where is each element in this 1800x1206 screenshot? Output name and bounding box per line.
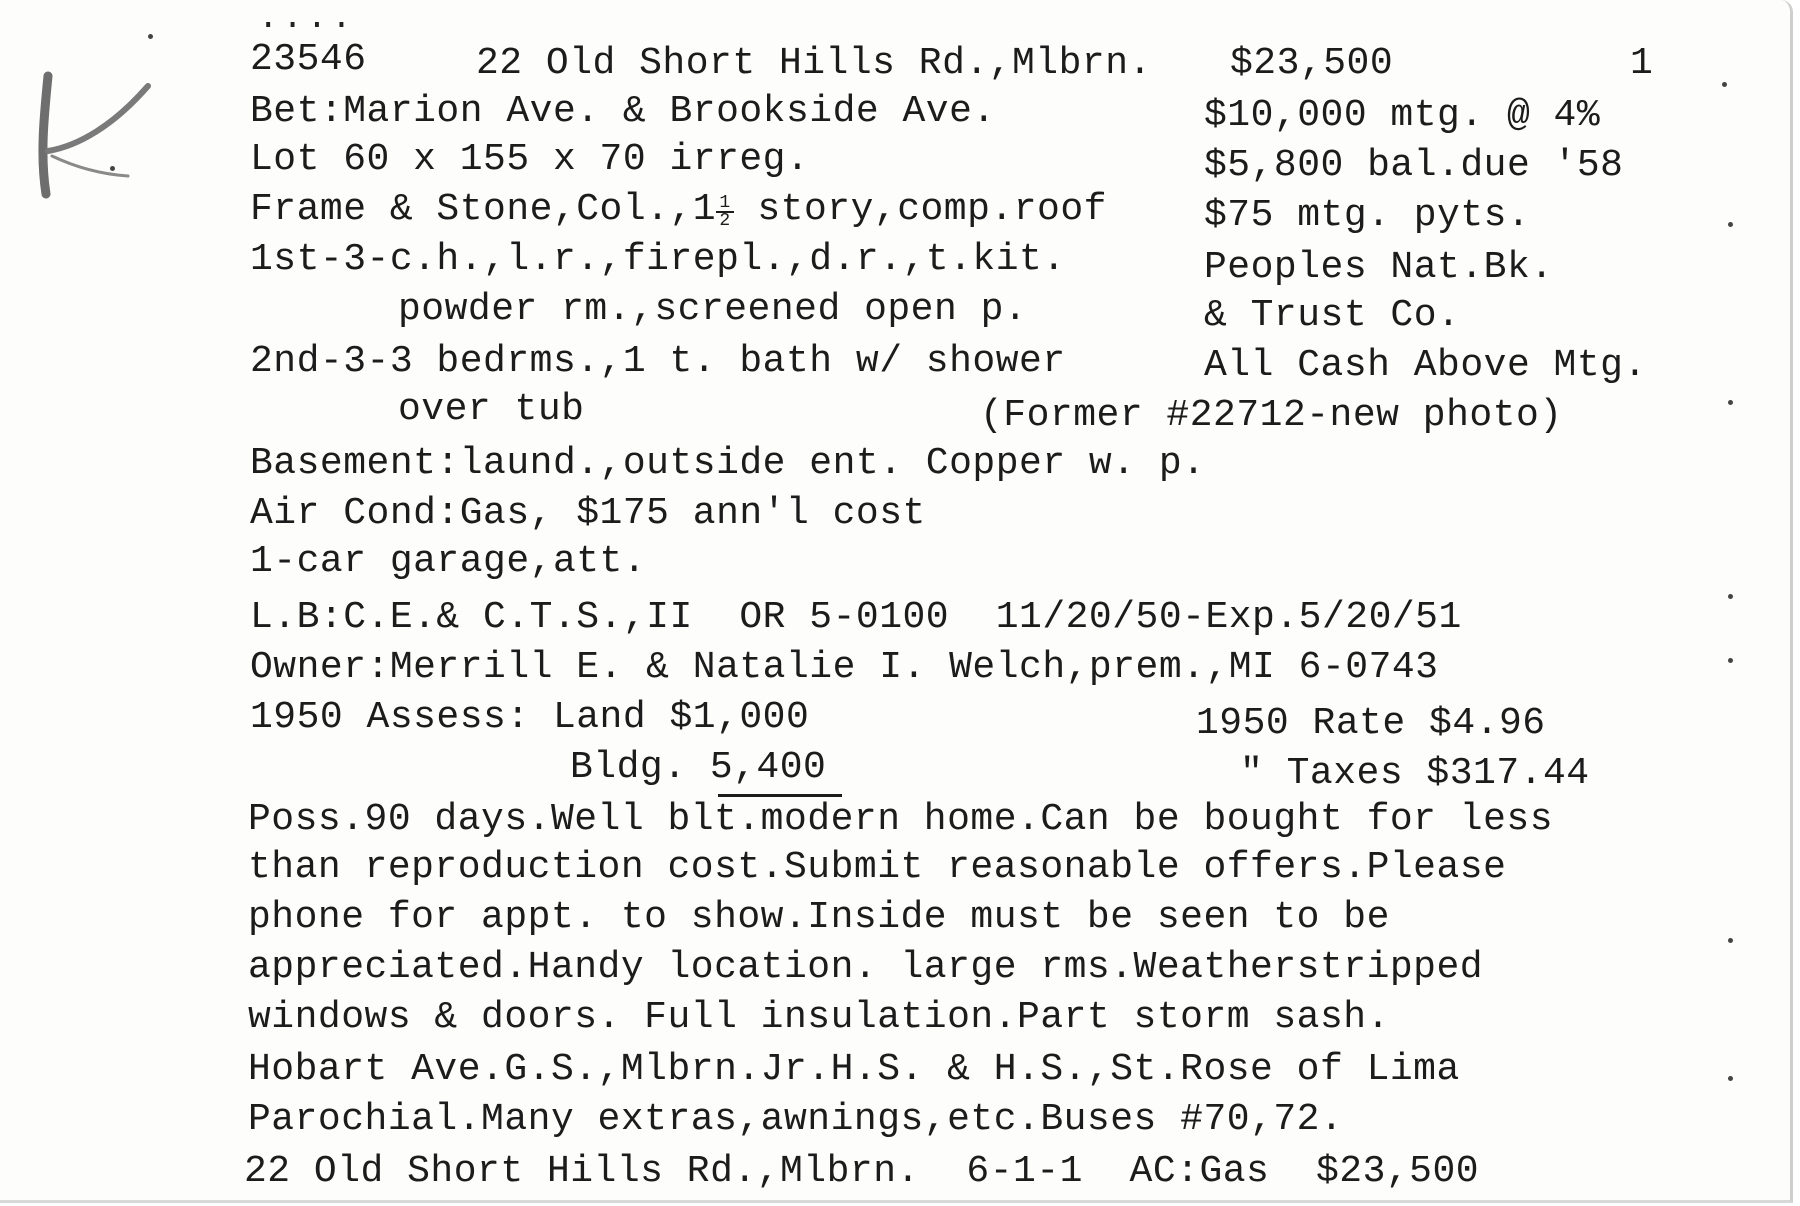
remarks-line: phone for appt. to show.Inside must be seen to be (248, 896, 1390, 939)
first-floor-rooms: 1st-3-c.h.,l.r.,firepl.,d.r.,t.kit. (250, 238, 1066, 281)
listing-price: $23,500 (1230, 42, 1394, 85)
air-conditioning: Air Cond:Gas, $175 ann'l cost (250, 492, 926, 535)
remarks-line: appreciated.Handy location. large rms.Weatherstripped (248, 946, 1484, 989)
owner-info: Owner:Merrill E. & Natalie I. Welch,prem.,MI 6-0743 (250, 646, 1439, 689)
extras-line: Parochial.Many extras,awnings,etc.Buses #70,72. (248, 1098, 1344, 1141)
top-dots: .... (258, 0, 356, 38)
between-streets: Bet:Marion Ave. & Brookside Ave. (250, 90, 996, 133)
lot-size: Lot 60 x 155 x 70 irreg. (250, 138, 810, 181)
first-floor-rooms-cont: powder rm.,screened open p. (398, 288, 1028, 331)
card-number: 1 (1630, 42, 1654, 85)
summary-line: 22 Old Short Hills Rd.,Mlbrn. 6-1-1 AC:Gas $23,500 (244, 1150, 1480, 1193)
scan-speck (148, 34, 153, 39)
second-floor-rooms: 2nd-3-3 bedrms.,1 t. bath w/ shower (250, 340, 1066, 383)
cash-terms: All Cash Above Mtg. (1204, 344, 1647, 387)
scan-speck (1728, 222, 1733, 227)
balance-due: $5,800 bal.due '58 (1204, 144, 1624, 187)
second-floor-rooms-cont: over tub (398, 388, 585, 431)
handwritten-k-mark (18, 56, 158, 206)
mortgage-payments: $75 mtg. pyts. (1204, 194, 1531, 237)
lender-name: Peoples Nat.Bk. (1204, 246, 1554, 289)
scan-speck (1728, 658, 1733, 663)
schools-line: Hobart Ave.G.S.,Mlbrn.Jr.H.S. & H.S.,St.Rose of Lima (248, 1048, 1460, 1091)
listing-broker: L.B:C.E.& C.T.S.,II OR 5-0100 11/20/50-Exp.5/20/51 (250, 596, 1462, 639)
garage-info: 1-car garage,att. (250, 540, 647, 583)
listing-address: 22 Old Short Hills Rd.,Mlbrn. (476, 42, 1152, 85)
assessment-building: Bldg. 5,400 (570, 746, 827, 789)
scan-speck (1722, 82, 1727, 87)
former-listing-note: (Former #22712-new photo) (980, 394, 1563, 437)
mortgage-amount: $10,000 mtg. @ 4% (1204, 94, 1601, 137)
scan-speck (1728, 1076, 1733, 1081)
remarks-line: Poss.90 days.Well blt.modern home.Can be bought for less (248, 798, 1554, 841)
listing-number: 23546 (250, 38, 367, 81)
scan-speck (1728, 938, 1733, 943)
lender-name-cont: & Trust Co. (1204, 294, 1461, 337)
taxes-amount: " Taxes $317.44 (1240, 752, 1590, 795)
assessment-land: 1950 Assess: Land $1,000 (250, 696, 810, 739)
scan-speck (1728, 594, 1733, 599)
scan-speck (110, 166, 115, 171)
remarks-line: windows & doors. Full insulation.Part storm sash. (248, 996, 1390, 1039)
basement-info: Basement:laund.,outside ent. Copper w. p. (250, 442, 1206, 485)
scan-speck (1728, 400, 1733, 405)
tax-rate: 1950 Rate $4.96 (1196, 702, 1546, 745)
remarks-line: than reproduction cost.Submit reasonable offers.Please (248, 846, 1507, 889)
assessment-underline (718, 794, 842, 797)
construction-style: Frame & Stone,Col.,1 $\frac{1}{2}$ story,comp.roof (250, 188, 1107, 231)
